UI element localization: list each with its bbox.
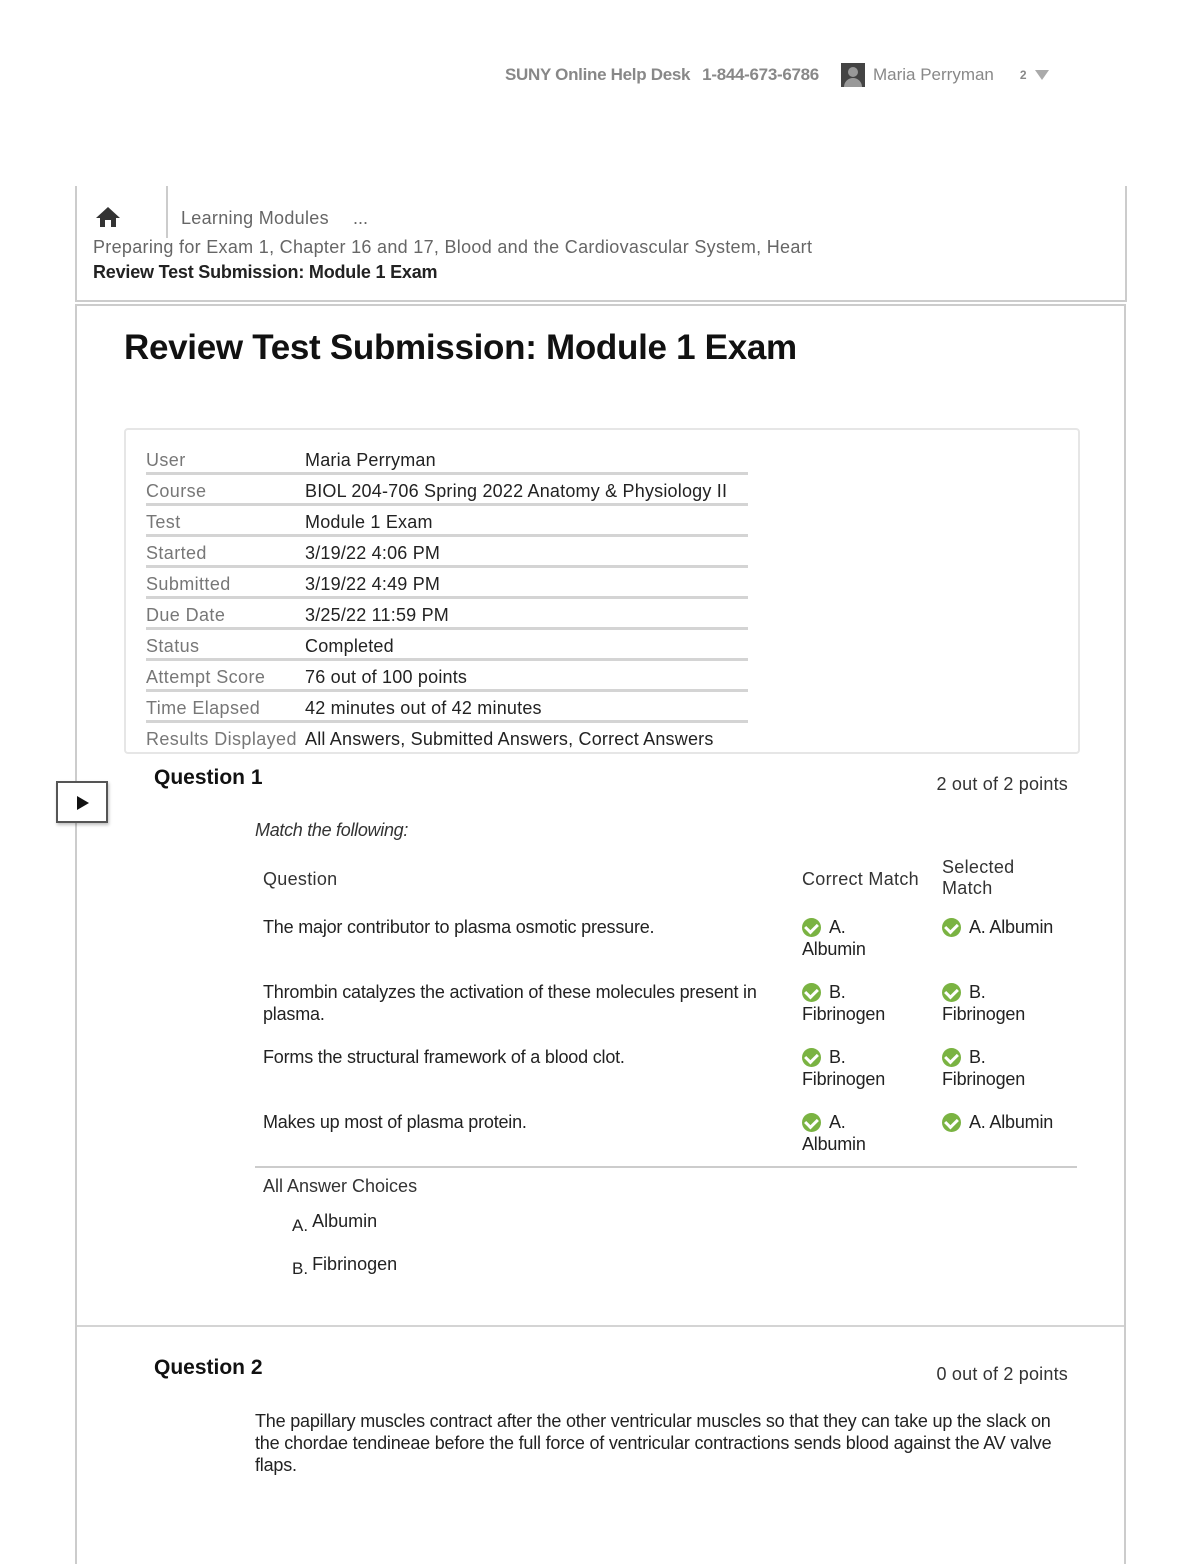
avatar[interactable] — [841, 63, 865, 87]
selected-match-letter: B. — [969, 982, 986, 1002]
check-icon — [942, 983, 961, 1002]
breadcrumb — [75, 186, 1127, 302]
info-row-time-elapsed — [146, 691, 748, 722]
page-title: Review Test Submission: Module 1 Exam — [124, 328, 797, 367]
selected-match-4 — [942, 1111, 1082, 1133]
info-label: Test — [146, 505, 305, 536]
info-label: Course — [146, 474, 305, 505]
user-name-link[interactable]: Maria Perryman — [872, 65, 994, 84]
info-label: Started — [146, 536, 305, 567]
question-divider — [77, 1325, 1124, 1327]
answer-choices-divider — [255, 1166, 1077, 1168]
help-desk-phone: 1-844-673-6786 — [702, 65, 819, 84]
info-row-user — [146, 444, 748, 474]
info-label: Due Date — [146, 598, 305, 629]
question-1-prompt: Match the following: — [255, 820, 409, 840]
main-content — [75, 304, 1126, 1564]
match-question-2: Thrombin catalyzes the activation of these molecules present in plasma. — [263, 982, 757, 1024]
info-row-due-date — [146, 598, 748, 629]
selected-match-2 — [942, 981, 1067, 1025]
info-row-course — [146, 474, 748, 505]
check-icon — [802, 918, 821, 937]
home-icon[interactable] — [95, 206, 121, 228]
breadcrumb-learning-modules[interactable]: Learning Modules — [181, 208, 329, 228]
info-value: 3/19/22 4:49 PM — [305, 567, 748, 598]
info-row-started — [146, 536, 748, 567]
info-label: Results Displayed — [146, 729, 297, 749]
match-question-1: The major contributor to plasma osmotic pressure. — [263, 917, 655, 937]
info-value: Module 1 Exam — [305, 505, 748, 536]
correct-match-1 — [802, 916, 927, 960]
info-value: Maria Perryman — [305, 444, 748, 474]
selected-match-text: Fibrinogen — [942, 1004, 1026, 1024]
check-icon — [802, 1113, 821, 1132]
selected-match-letter: B. — [969, 1047, 986, 1067]
info-row-status — [146, 629, 748, 660]
answer-choice-letter: B. — [292, 1259, 309, 1278]
info-label: Time Elapsed — [146, 691, 305, 722]
info-value: 3/19/22 4:06 PM — [305, 536, 748, 567]
correct-match-text: Albumin — [802, 1134, 866, 1154]
check-icon — [942, 918, 961, 937]
submission-info-table — [146, 444, 748, 751]
question-2-text: The papillary muscles contract after the other ventricular muscles so that they can take up the slack on the chordae tendineae before the full force of ventricular contractions sends blood against the AV valve flaps. — [255, 1411, 1052, 1475]
info-value: All Answers, Submitted Answers, Correct Answers — [305, 729, 714, 749]
answer-choice-text: Albumin — [312, 1211, 378, 1231]
selected-match-text: Fibrinogen — [942, 1069, 1026, 1089]
question-2-title: Question 2 — [154, 1356, 263, 1379]
top-bar — [505, 60, 1049, 90]
help-desk-link[interactable]: SUNY Online Help Desk — [505, 65, 691, 84]
submission-info-panel — [124, 428, 1080, 754]
info-value: 76 out of 100 points — [305, 660, 748, 691]
correct-match-text: Fibrinogen — [802, 1069, 886, 1089]
correct-match-letter: B. — [829, 1047, 846, 1067]
correct-match-2 — [802, 981, 927, 1025]
info-value: Completed — [305, 629, 748, 660]
check-icon — [802, 1048, 821, 1067]
match-header-selected-line1: Selected — [942, 857, 1015, 877]
chevron-down-icon[interactable] — [1035, 70, 1049, 80]
info-label: Attempt Score — [146, 660, 305, 691]
breadcrumb-current: Review Test Submission: Module 1 Exam — [93, 262, 438, 282]
correct-match-letter: A. — [829, 917, 846, 937]
selected-match-letter: A. — [969, 917, 986, 937]
match-header-correct: Correct Match — [802, 869, 919, 889]
correct-match-letter: B. — [829, 982, 846, 1002]
info-label: User — [146, 444, 305, 474]
correct-match-4 — [802, 1111, 927, 1155]
all-answer-choices-header: All Answer Choices — [263, 1176, 418, 1196]
check-icon — [942, 1048, 961, 1067]
question-1-title: Question 1 — [154, 766, 263, 789]
breadcrumb-module-path[interactable]: Preparing for Exam 1, Chapter 16 and 17, Blood and the Cardiovascular System, Heart — [93, 237, 813, 257]
correct-match-text: Albumin — [802, 939, 866, 959]
play-icon[interactable] — [56, 781, 108, 823]
info-value: BIOL 204-706 Spring 2022 Anatomy & Physiology II — [305, 474, 748, 505]
match-question-4: Makes up most of plasma protein. — [263, 1112, 527, 1132]
answer-choice-text: Fibrinogen — [312, 1254, 398, 1274]
notification-count[interactable]: 2 — [1019, 68, 1027, 82]
match-question-3: Forms the structural framework of a blood clot. — [263, 1047, 625, 1067]
info-row-attempt-score — [146, 660, 748, 691]
selected-match-1 — [942, 916, 1082, 938]
answer-choice-letter: A. — [292, 1216, 309, 1235]
correct-match-letter: A. — [829, 1112, 846, 1132]
correct-match-3 — [802, 1046, 927, 1090]
breadcrumb-ellipsis[interactable]: ... — [353, 208, 369, 228]
info-value: 42 minutes out of 42 minutes — [305, 691, 748, 722]
match-header-selected-line2: Match — [942, 878, 993, 898]
info-row-submitted — [146, 567, 748, 598]
info-row-results-displayed — [146, 722, 748, 752]
selected-match-text: Albumin — [989, 917, 1054, 937]
info-row-test — [146, 505, 748, 536]
selected-match-text: Albumin — [989, 1112, 1054, 1132]
answer-choice-b — [292, 1254, 398, 1278]
match-header-selected — [942, 857, 1014, 899]
correct-match-text: Fibrinogen — [802, 1004, 886, 1024]
info-label: Status — [146, 629, 305, 660]
check-icon — [802, 983, 821, 1002]
selected-match-letter: A. — [969, 1112, 986, 1132]
answer-choice-a — [292, 1211, 378, 1235]
info-label: Submitted — [146, 567, 305, 598]
breadcrumb-divider — [166, 186, 168, 238]
question-1-points: 2 out of 2 points — [936, 774, 1068, 794]
question-2-points: 0 out of 2 points — [936, 1364, 1068, 1384]
check-icon — [942, 1113, 961, 1132]
selected-match-3 — [942, 1046, 1067, 1090]
info-value: 3/25/22 11:59 PM — [305, 598, 748, 629]
match-header-question: Question — [263, 869, 338, 889]
